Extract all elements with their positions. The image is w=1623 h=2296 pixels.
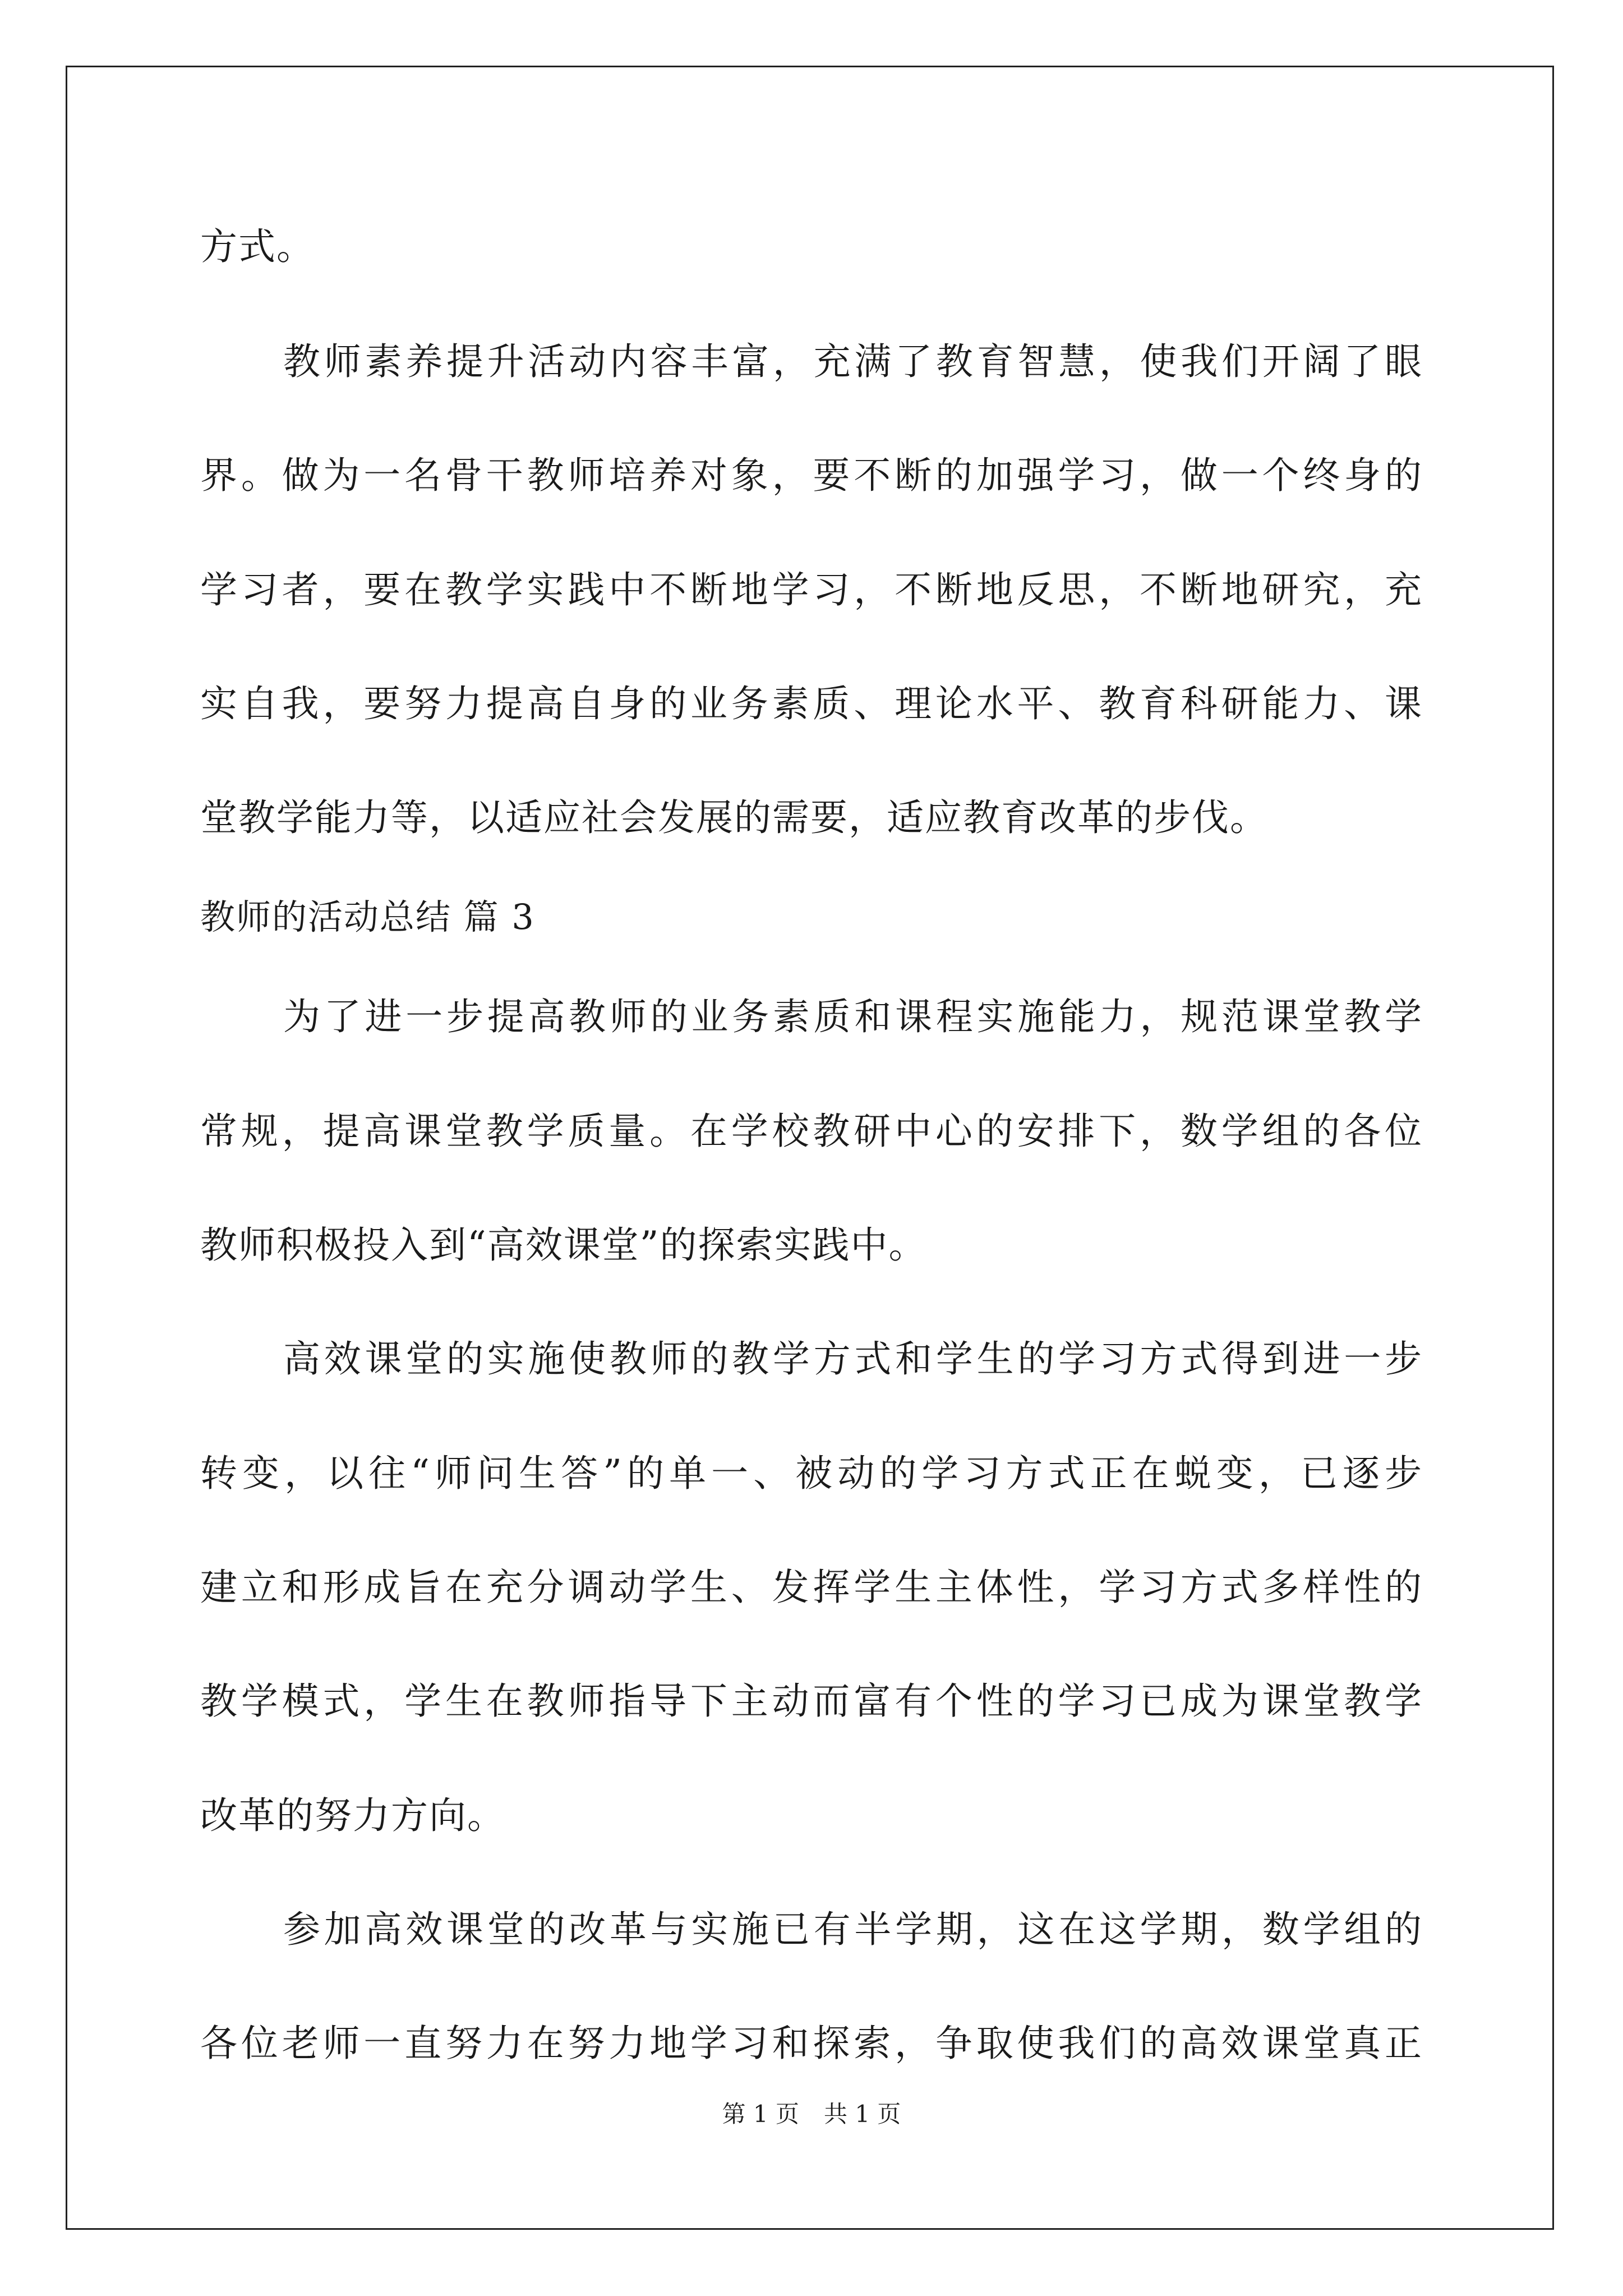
text-line: 实自我，要努力提高自身的业务素质、理论水平、教育科研能力、课 bbox=[200, 682, 1423, 725]
text-line: 教学模式，学生在教师指导下主动而富有个性的学习已成为课堂教学 bbox=[200, 1680, 1423, 1723]
text-line: 学习者，要在教学实践中不断地学习，不断地反思，不断地研究，充 bbox=[200, 568, 1423, 611]
section-heading: 教师的活动总结 篇 3 bbox=[200, 896, 535, 937]
page-number: 第 1 页 bbox=[722, 2100, 799, 2128]
text-line: 为了进一步提高教师的业务素质和课程实施能力，规范课堂教学 bbox=[283, 995, 1423, 1038]
text-line: 教师积极投入到“高效课堂”的探索实践中。 bbox=[200, 1223, 927, 1267]
text-line: 高效课堂的实施使教师的教学方式和学生的学习方式得到进一步 bbox=[283, 1337, 1423, 1381]
text-line: 常规，提高课堂教学质量。在学校教研中心的安排下，数学组的各位 bbox=[200, 1110, 1423, 1153]
text-line: 界。做为一名骨干教师培养对象，要不断的加强学习，做一个终身的 bbox=[200, 454, 1423, 497]
text-line: 教师素养提升活动内容丰富，充满了教育智慧，使我们开阔了眼 bbox=[283, 340, 1423, 383]
text-line: 各位老师一直努力在努力地学习和探索，争取使我们的高效课堂真正 bbox=[200, 2022, 1423, 2065]
text-line: 改革的努力方向。 bbox=[200, 1794, 505, 1837]
page-footer bbox=[0, 2100, 1623, 2128]
page-total: 共 1 页 bbox=[824, 2100, 901, 2128]
text-line: 方式。 bbox=[200, 225, 315, 268]
text-line: 参加高效课堂的改革与实施已有半学期，这在这学期，数学组的 bbox=[283, 1908, 1423, 1951]
text-line: 转变，以往“师问生答”的单一、被动的学习方式正在蜕变，已逐步 bbox=[200, 1452, 1423, 1495]
text-line: 建立和形成旨在充分调动学生、发挥学生主体性，学习方式多样性的 bbox=[200, 1566, 1423, 1609]
text-line: 堂教学能力等，以适应社会发展的需要，适应教育改革的步伐。 bbox=[200, 796, 1268, 839]
